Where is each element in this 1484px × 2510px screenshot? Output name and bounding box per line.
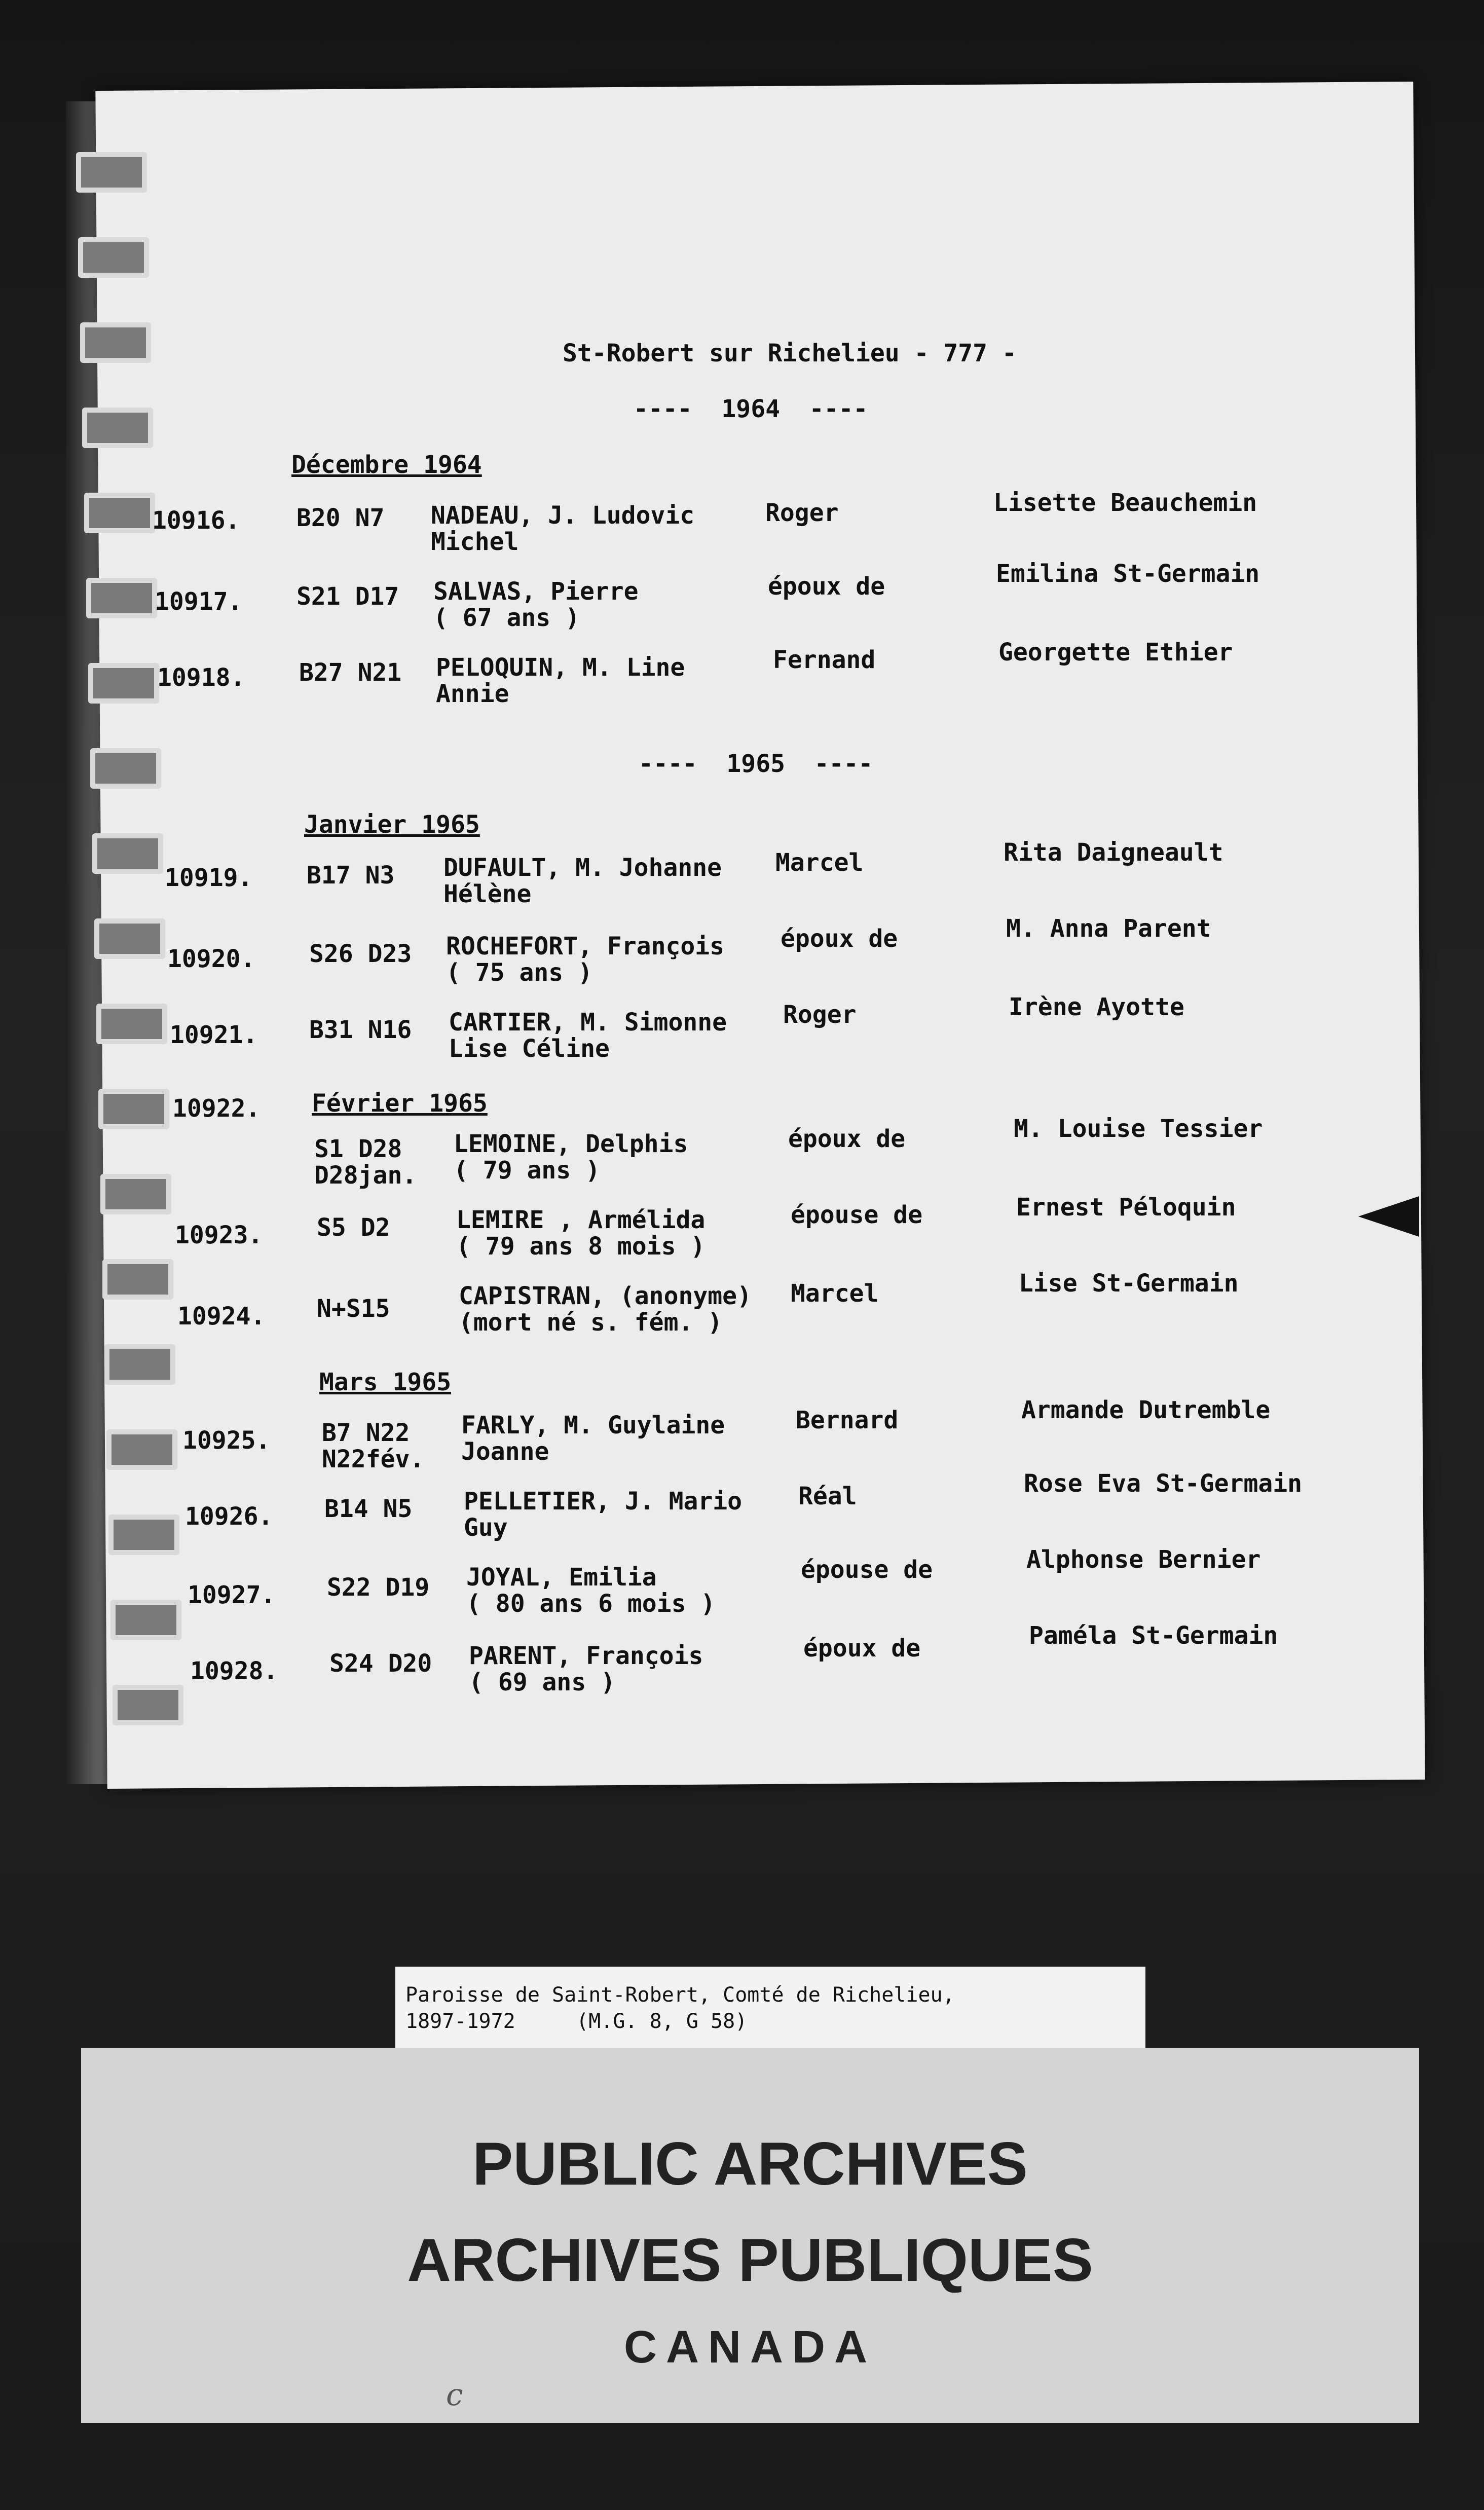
archive-title-en: PUBLIC ARCHIVES <box>472 2130 1028 2198</box>
entry-code: B31 N16 <box>309 1016 412 1044</box>
entry-spouse: Lise St-Germain <box>1019 1269 1239 1298</box>
entry-relation: époux de <box>781 925 898 953</box>
entry-relation: époux de <box>788 1125 906 1153</box>
entry-name: CAPISTRAN, (anonyme) <box>459 1282 752 1310</box>
entry-name-cont: (mort né s. fém. ) <box>459 1308 723 1337</box>
binding-ring <box>106 1429 177 1470</box>
entry-number: 10916. <box>152 506 240 535</box>
entry-name-cont: Annie <box>436 680 509 708</box>
entry-name-cont: ( 80 ans 6 mois ) <box>466 1590 716 1618</box>
entry-name-cont: ( 79 ans 8 mois ) <box>456 1232 706 1261</box>
binding-ring <box>82 408 153 448</box>
entry-relation: Réal <box>798 1482 857 1510</box>
entry-name-cont: ( 75 ans ) <box>446 958 592 987</box>
entry-name-cont: Michel <box>431 528 519 556</box>
label-line-2: 1897-1972 (M.G. 8, G 58) <box>405 2010 748 2033</box>
entry-name: CARTIER, M. Simonne <box>449 1008 727 1037</box>
entry-relation: Fernand <box>773 646 876 674</box>
binding-ring <box>98 1089 169 1129</box>
entry-spouse: Alphonse Bernier <box>1026 1545 1261 1574</box>
entry-code: B27 N21 <box>299 658 402 687</box>
archive-country: CANADA <box>624 2322 876 2373</box>
binding-ring <box>94 918 165 959</box>
entry-number: 10917. <box>155 587 243 616</box>
entry-relation: Bernard <box>796 1406 899 1434</box>
entry-relation: épouse de <box>801 1556 933 1584</box>
binding-ring <box>96 1004 167 1044</box>
entry-number: 10920. <box>167 945 255 973</box>
entry-code: S22 D19 <box>327 1573 430 1602</box>
entry-number: 10927. <box>188 1581 276 1609</box>
archive-reference-label <box>395 1967 1145 2053</box>
entry-code: S5 D2 <box>317 1213 390 1242</box>
entry-name-cont: ( 67 ans ) <box>433 604 580 632</box>
entry-spouse: Irène Ayotte <box>1009 993 1184 1021</box>
entry-name-cont: Hélène <box>443 880 532 908</box>
year-heading-1964: ---- 1964 ---- <box>634 395 868 423</box>
entry-number: 10922. <box>172 1094 261 1123</box>
binding-ring <box>100 1174 171 1214</box>
binding-ring <box>108 1515 179 1555</box>
binding-ring <box>113 1685 183 1725</box>
entry-relation: Marcel <box>775 848 864 877</box>
entry-number: 10928. <box>190 1657 278 1685</box>
entry-name-cont: Guy <box>464 1514 508 1542</box>
entry-spouse: Armande Dutremble <box>1021 1396 1271 1424</box>
entry-code: N+S15 <box>317 1295 390 1323</box>
entry-spouse: Rose Eva St-Germain <box>1024 1469 1303 1498</box>
entry-number: 10923. <box>175 1221 263 1249</box>
entry-number: 10925. <box>182 1426 271 1455</box>
entry-name: JOYAL, Emilia <box>466 1563 657 1592</box>
month-heading-jan-1965: Janvier 1965 <box>304 810 480 839</box>
entry-spouse: Lisette Beauchemin <box>993 489 1257 517</box>
entry-name: PELLETIER, J. Mario <box>464 1487 743 1516</box>
binding-ring <box>88 663 159 704</box>
entry-name: PARENT, François <box>469 1642 703 1670</box>
entry-spouse: Georgette Ethier <box>998 638 1233 667</box>
entry-relation: Roger <box>765 499 839 527</box>
entry-number: 10919. <box>165 864 253 892</box>
entry-number: 10921. <box>170 1021 258 1049</box>
entry-code: B7 N22 <box>322 1419 410 1447</box>
entry-name: ROCHEFORT, François <box>446 932 725 961</box>
entry-name: PELOQUIN, M. Line <box>436 653 685 682</box>
label-line-1: Paroisse de Saint-Robert, Comté de Richelieu, <box>405 1983 955 2007</box>
entry-code-cont: N22fév. <box>322 1445 425 1473</box>
binding-ring <box>104 1344 175 1385</box>
entry-name-cont: ( 79 ans ) <box>454 1156 600 1185</box>
binding-ring <box>86 578 157 618</box>
entry-name-cont: ( 69 ans ) <box>469 1668 615 1696</box>
entry-spouse: Ernest Péloquin <box>1016 1193 1236 1222</box>
entry-code: B14 N5 <box>324 1495 413 1523</box>
entry-spouse: Emilina St-Germain <box>996 560 1260 588</box>
entry-relation: épouse de <box>791 1201 923 1229</box>
archive-stamp-card <box>81 2048 1419 2423</box>
binding-ring <box>84 493 155 533</box>
entry-name: LEMOINE, Delphis <box>454 1130 688 1158</box>
binding-ring <box>76 152 147 193</box>
binding-ring <box>90 748 161 789</box>
entry-code: S26 D23 <box>309 940 412 968</box>
entry-name: SALVAS, Pierre <box>433 577 639 606</box>
entry-code: S1 D28 <box>314 1135 402 1163</box>
binding-ring <box>102 1259 173 1300</box>
month-heading-mar-1965: Mars 1965 <box>319 1368 452 1396</box>
entry-name-cont: Lise Céline <box>449 1035 610 1063</box>
entry-number: 10918. <box>157 663 245 692</box>
entry-name-cont: Joanne <box>461 1437 549 1466</box>
entry-code: S24 D20 <box>329 1649 432 1678</box>
entry-spouse: M. Anna Parent <box>1006 914 1211 943</box>
month-heading-feb-1965: Février 1965 <box>312 1089 488 1118</box>
register-page <box>95 82 1425 1789</box>
binding-ring <box>78 237 149 278</box>
entry-name: DUFAULT, M. Johanne <box>443 854 722 882</box>
year-heading-1965: ---- 1965 ---- <box>639 750 873 778</box>
entry-spouse: Paméla St-Germain <box>1029 1621 1278 1650</box>
pen-mark: c <box>446 2377 463 2413</box>
entry-relation: Roger <box>783 1001 857 1029</box>
entry-number: 10924. <box>177 1302 266 1331</box>
entry-name: NADEAU, J. Ludovic <box>431 501 695 530</box>
month-heading-dec-1964: Décembre 1964 <box>291 451 482 479</box>
entry-code: S21 D17 <box>296 582 399 611</box>
entry-code: B17 N3 <box>307 861 395 890</box>
archive-title-fr: ARCHIVES PUBLIQUES <box>407 2226 1093 2294</box>
page-title: St-Robert sur Richelieu - 777 - <box>563 339 1017 367</box>
entry-name: LEMIRE , Armélida <box>456 1206 706 1234</box>
entry-spouse: Rita Daigneault <box>1004 838 1223 867</box>
entry-relation: époux de <box>768 572 885 601</box>
entry-name: FARLY, M. Guylaine <box>461 1411 725 1439</box>
entry-number: 10926. <box>185 1502 273 1531</box>
binding-ring <box>110 1600 181 1640</box>
binding-ring <box>80 322 151 363</box>
entry-spouse: M. Louise Tessier <box>1014 1115 1263 1143</box>
page-tab <box>1358 1196 1419 1237</box>
entry-code-cont: D28jan. <box>314 1161 417 1190</box>
entry-code: B20 N7 <box>296 504 385 532</box>
entry-relation: époux de <box>803 1634 921 1663</box>
binding-ring <box>92 833 163 874</box>
entry-relation: Marcel <box>791 1279 879 1308</box>
